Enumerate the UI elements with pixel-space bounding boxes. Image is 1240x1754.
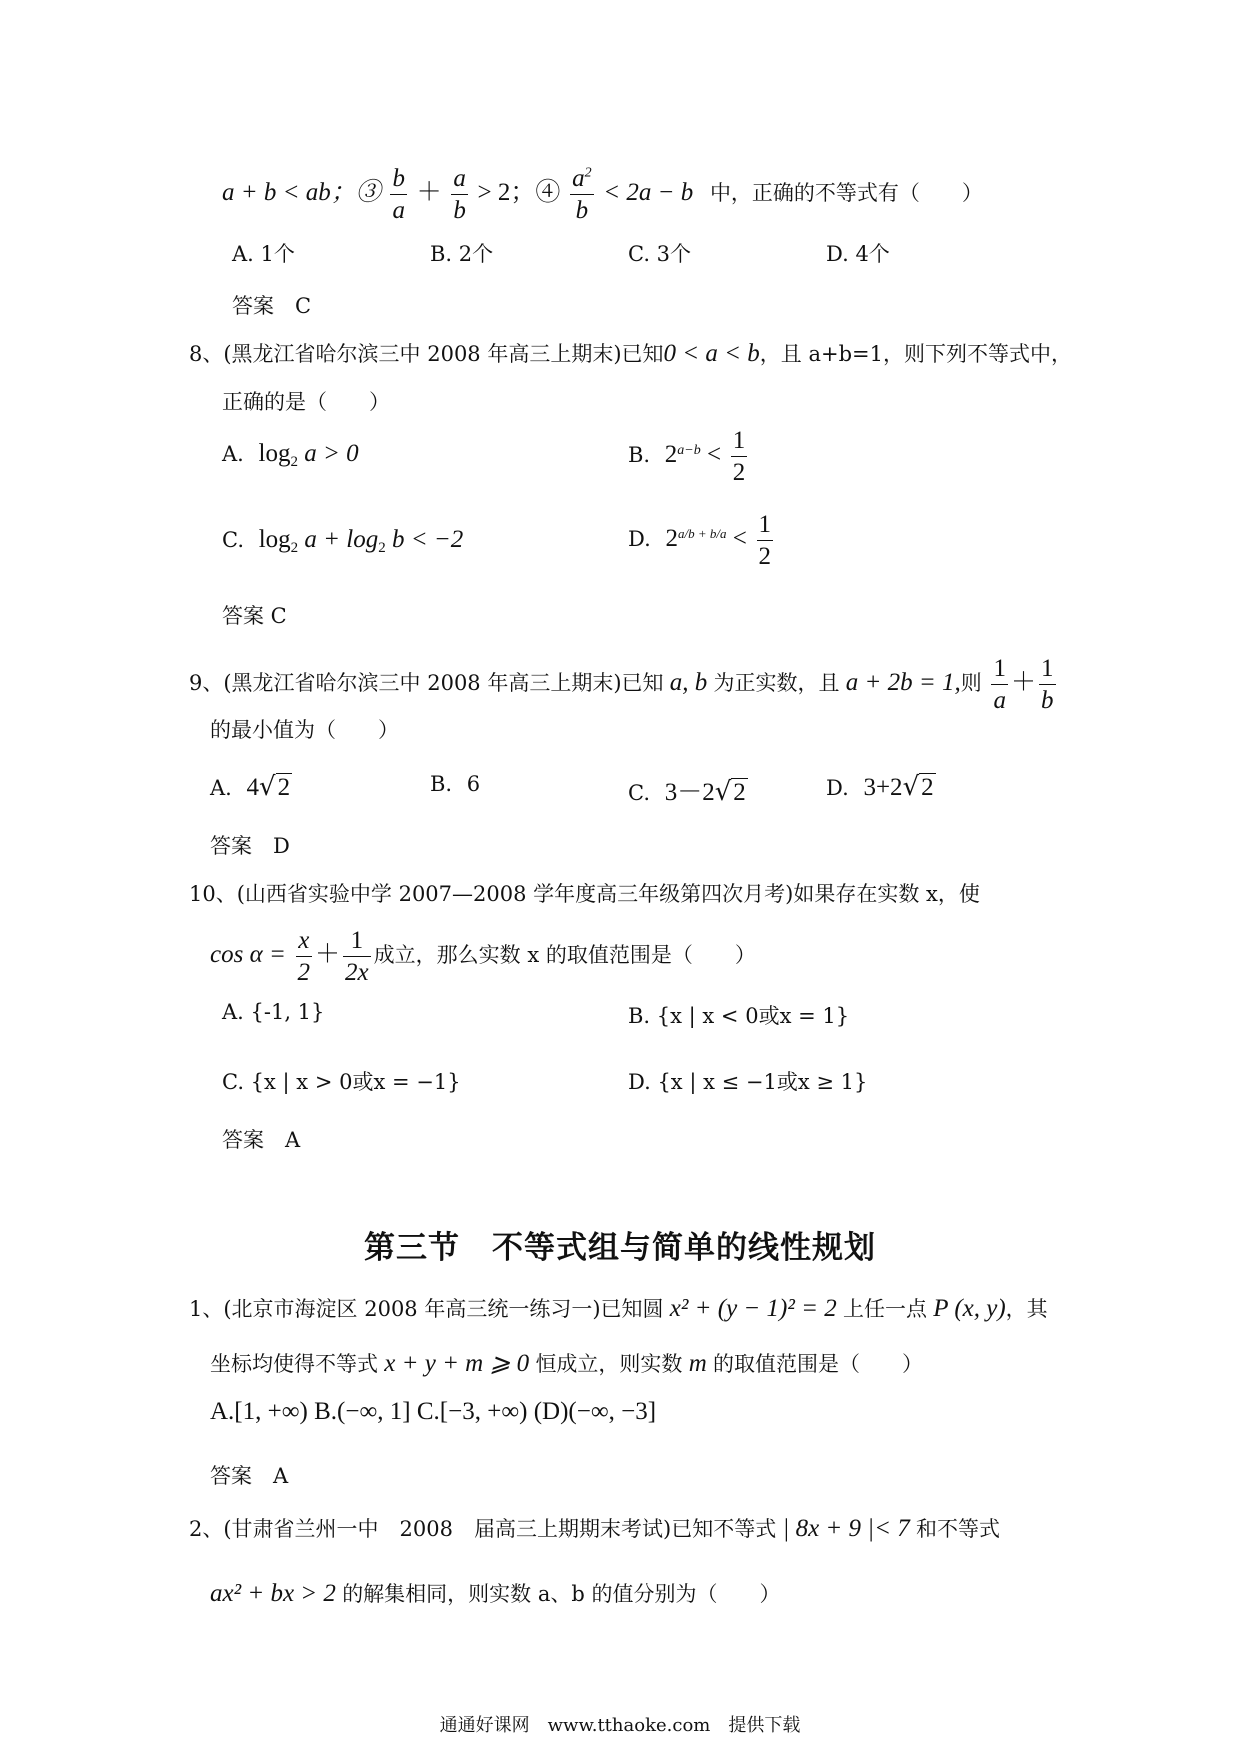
q8-answer: 答案 C xyxy=(222,604,287,628)
q8-option-d: D. $2^{a/b + b/a}$ < $\frac{1}{2}$ xyxy=(628,511,771,570)
q10-answer: 答案 A xyxy=(222,1128,301,1152)
q7-answer: 答案 C xyxy=(232,294,312,318)
q8-option-b: B. $2^{a-b}$ < $\frac{1}{2}$ xyxy=(628,427,746,486)
fraction: $\frac{1}{2x}$ xyxy=(345,927,369,986)
q7-option-b: B. 2个 xyxy=(430,242,494,266)
q10-option-d: D. {x | x ≤ −1或x ≥ 1} xyxy=(628,1070,868,1094)
q10-stem-line2: cos α = $\frac{x}{2}$ ＋ $\frac{1}{2x}$ 成立，那么实数 x 的取值范围是（ ） xyxy=(210,927,756,986)
q7-line1: a + b < ab；③ $\frac{b}{a}$ ＋ $\frac{a}{b}$ > 2；④ $\frac{a^2}{b}$ < 2a − b 中，正确的不等式有（ ） xyxy=(222,165,983,224)
q9-option-b: B. 6 xyxy=(430,772,481,796)
q10-option-c: C. {x | x > 0或x = −1} xyxy=(222,1070,461,1094)
fraction: $\frac{x}{2}$ xyxy=(297,927,311,986)
q8-stem-line2: 正确的是（ ） xyxy=(222,390,390,414)
fraction: $\frac{1}{b}$ xyxy=(1041,655,1054,714)
section-title: 第三节 不等式组与简单的线性规划 xyxy=(364,1230,876,1266)
fraction: $\frac{1}{2}$ xyxy=(758,511,771,570)
q10-option-a: A. {-1, 1} xyxy=(222,1000,325,1024)
fraction: $\frac{1}{a}$ xyxy=(993,655,1006,714)
q7-option-d: D. 4个 xyxy=(826,242,890,266)
q9-answer: 答案 D xyxy=(210,834,290,858)
q9-option-a: A. 4√2 xyxy=(210,772,291,802)
q9-stem-line2: 的最小值为（ ） xyxy=(210,718,399,742)
s3q2-stem: 2、(甘肃省兰州一中 2008 届高三上期期末考试)已知不等式 | 8x + 9 |< 7 和不等式 xyxy=(189,1515,1001,1542)
q9-option-d: D. 3+2√2 xyxy=(826,772,934,802)
q8-option-c: C. $\log_2 a + \log_2 b < -2$ xyxy=(222,526,464,557)
s3q2-stem-line2: ax² + bx > 2 的解集相同，则实数 a、b 的值分别为（ ） xyxy=(210,1580,781,1607)
q7-option-a: A. 1个 xyxy=(232,242,295,266)
q8-option-a: A. $\log_2 a > 0$ xyxy=(222,440,359,471)
page-footer: 通通好课网 www.tthaoke.com 提供下载 xyxy=(439,1715,801,1736)
q10-stem: 10、(山西省实验中学 2007—2008 学年度高三年级第四次月考)如果存在实数 x，使 xyxy=(189,882,980,906)
q8-stem: 8、(黑龙江省哈尔滨三中 2008 年高三上期末)已知0 < a < b，且 a+b=1，则下列不等式中， xyxy=(189,340,1072,367)
fraction: $\frac{b}{a}$ xyxy=(392,165,405,224)
fraction: $\frac{a^2}{b}$ xyxy=(572,165,592,224)
q10-option-b: B. {x | x < 0或x = 1} xyxy=(628,1004,850,1028)
s3q1-stem: 1、(北京市海淀区 2008 年高三统一练习一)已知圆 x² + (y − 1)² = 2 上任一点 P (x, y)，其 xyxy=(189,1295,1048,1322)
s3q1-stem-line2: 坐标均使得不等式 x + y + m ⩾ 0 恒成立，则实数 m 的取值范围是（ ） xyxy=(210,1350,923,1377)
q9-option-c: C. 3－2√2 xyxy=(628,777,746,807)
q7-option-c: C. 3个 xyxy=(628,242,692,266)
q9-stem: 9、(黑龙江省哈尔滨三中 2008 年高三上期末)已知 a, b 为正实数，且 a + 2b = 1,则 $\frac{1}{a}$ ＋ $\frac{1}{b}$ xyxy=(189,655,1054,714)
s3q1-options: A.[1, +∞) B.(−∞, 1] C.[−3, +∞) (D)(−∞, −3] xyxy=(210,1398,657,1425)
fraction: $\frac{a}{b}$ xyxy=(453,165,466,224)
s3q1-answer: 答案 A xyxy=(210,1464,289,1488)
fraction: $\frac{1}{2}$ xyxy=(732,427,746,486)
